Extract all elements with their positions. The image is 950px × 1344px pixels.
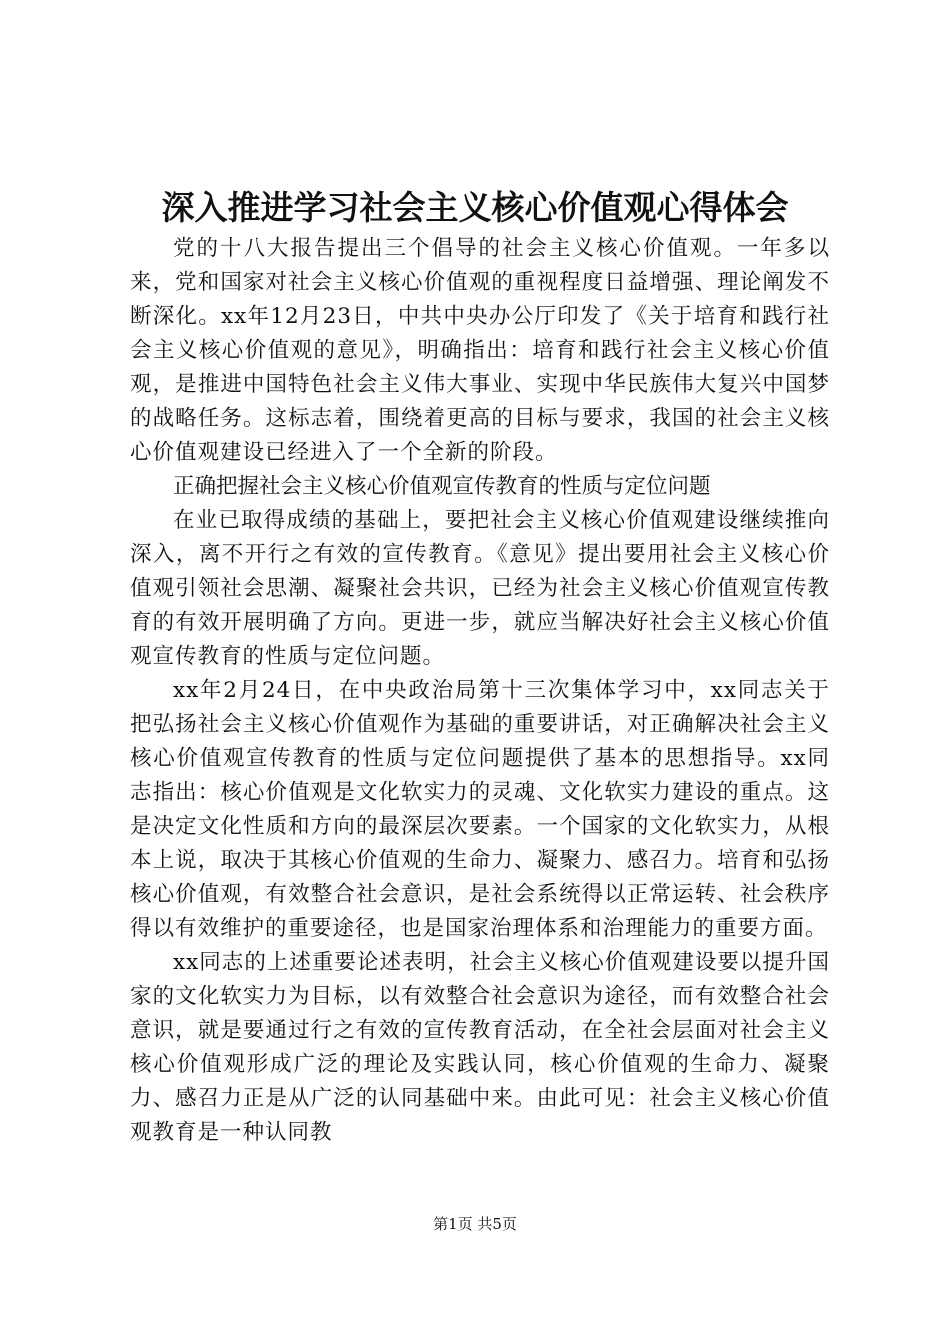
paragraph-speech: xx年2月24日，在中央政治局第十三次集体学习中，xx同志关于把弘扬社会主义核心价值观作为基础的重要讲话，对正确解决社会主义核心价值观宣传教育的性质与定位问题提供了基本的思想指导。xx同志指出：核心价值观是文化软实力的灵魂、文化软实力建设的重点。这是决定文化性质和方向的最深层次要素。一个国家的文化软实力，从根本上说，取决于其核心价值观的生命力、凝聚力、感召力。培育和弘扬核心价值观，有效整合社会意识，是社会系统得以正常运转、社会秩序得以有效维护的重要途径，也是国家治理体系和治理能力的重要方面。 [130, 678, 830, 941]
paragraph-conclusion: xx同志的上述重要论述表明，社会主义核心价值观建设要以提升国家的文化软实力为目标，以有效整合社会意识为途径，而有效整合社会意识，就是要通过行之有效的宣传教育活动，在全社会层面对社会主义核心价值观形成广泛的理论及实践认同，核心价值观的生命力、凝聚力、感召力正是从广泛的认同基础中来。由此可见：社会主义核心价值观教育是一种认同教 [130, 950, 830, 1145]
document-title: 深入推进学习社会主义核心价值观心得体会 [161, 188, 789, 227]
section-heading: 正确把握社会主义核心价值观宣传教育的性质与定位问题 [173, 474, 711, 499]
paragraph-intro: 党的十八大报告提出三个倡导的社会主义核心价值观。一年多以来，党和国家对社会主义核心价值观的重视程度日益增强、理论阐发不断深化。xx年12月23日，中共中央办公厅印发了《关于培育和践行社会主义核心价值观的意见》，明确指出：培育和践行社会主义核心价值观，是推进中国特色社会主义伟大事业、实现中华民族伟大复兴中国梦的战略任务。这标志着，围绕着更高的目标与要求，我国的社会主义核心价值观建设已经进入了一个全新的阶段。 [130, 236, 830, 465]
page-number-footer: 第1页 共5页 [433, 1215, 517, 1233]
document-body [130, 232, 830, 1150]
paragraph-propaganda: 在业已取得成绩的基础上，要把社会主义核心价值观建设继续推向深入，离不开行之有效的宣传教育。《意见》提出要用社会主义核心价值观引领社会思潮、凝聚社会共识，已经为社会主义核心价值观宣传教育的有效开展明确了方向。更进一步，就应当解决好社会主义核心价值观宣传教育的性质与定位问题。 [130, 508, 830, 669]
